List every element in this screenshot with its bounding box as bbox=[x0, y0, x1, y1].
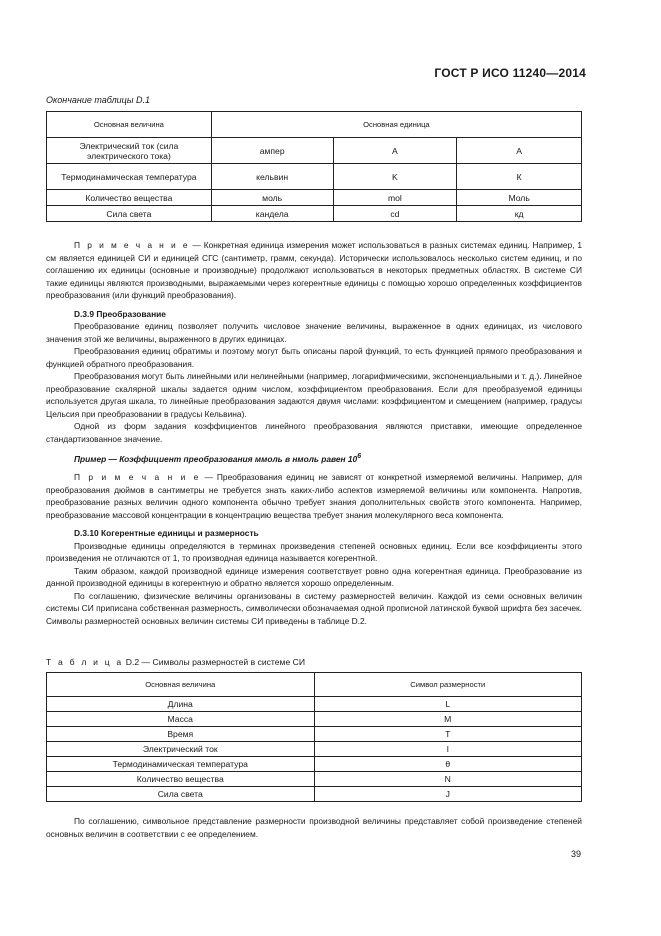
note-label: П р и м е ч а н и е bbox=[74, 240, 190, 250]
section-heading-d39: D.3.9 Преобразование bbox=[74, 308, 166, 319]
table-row bbox=[47, 742, 582, 757]
document-header: ГОСТ Р ИСО 11240—2014 bbox=[434, 66, 586, 80]
table-cell-quantity: Количество вещества bbox=[47, 772, 315, 787]
table-row bbox=[47, 757, 582, 772]
closing-text bbox=[46, 815, 582, 840]
table-cell-symbol: J bbox=[314, 787, 581, 802]
table-row bbox=[47, 164, 582, 190]
table-d2-header-quantity: Основная величина bbox=[47, 673, 315, 697]
table-d1-header-unit: Основная единица bbox=[211, 112, 581, 138]
table-cell-quantity: Масса bbox=[47, 712, 315, 727]
paragraph: Преобразование единиц позволяет получить числовое значение величины, выраженное в одних единицах, из числового значения этой же величины, выраженного в других единицах. bbox=[46, 321, 582, 344]
paragraph: Одной из форм задания коэффициентов линейного преобразования являются приставки, имеющие определенное стандартизованное значение. bbox=[46, 421, 582, 444]
example-text: Пример — Коэффициент преобразования ммоль в нмоль равен 10 bbox=[74, 453, 358, 464]
table-d2 bbox=[46, 672, 582, 802]
table-cell-unit-name: моль bbox=[211, 190, 333, 206]
table-row bbox=[47, 190, 582, 206]
note-label: П р и м е ч а н и е bbox=[74, 472, 201, 483]
table-row bbox=[47, 712, 582, 727]
table-d2-caption bbox=[46, 657, 305, 667]
table-cell-quantity: Длина bbox=[47, 697, 315, 712]
table-cell-unit-symbol-ru: кд bbox=[457, 206, 582, 222]
table-cell-quantity: Термодинамическая температура bbox=[47, 164, 212, 190]
table-cell-unit-name: ампер bbox=[211, 138, 333, 164]
table-cell-unit-symbol-ru: К bbox=[457, 164, 582, 190]
table-cell-quantity: Сила света bbox=[47, 206, 212, 222]
table-cell-unit-name: кельвин bbox=[211, 164, 333, 190]
table-cell-quantity: Электрический ток bbox=[47, 742, 315, 757]
table-cell-symbol: L bbox=[314, 697, 581, 712]
note-text: — Преобразования единиц не зависят от конкретной измеряемой величины. Например, для преобразования дюймов в сантиметры не требуется знать каких-либо аспектов измеряемой величины или компонента. Напротив, преобразование разных величин одного компонента обычно требует знания дополнительных свойств этого компонента. Например, преобразование массовой концентрации в концентрацию вещества требует знания молекулярного веса компонента. bbox=[46, 472, 583, 520]
section-heading-d310: D.3.10 Когерентные единицы и размерность bbox=[74, 528, 259, 539]
table-cell-quantity: Электрический ток (сила электрического тока) bbox=[47, 138, 212, 164]
page-number: 39 bbox=[571, 849, 582, 859]
note-paragraph bbox=[46, 471, 582, 521]
table-d1 bbox=[46, 111, 582, 222]
table-row bbox=[47, 206, 582, 222]
table-d2-caption-text: D.2 — Символы размерностей в системе СИ bbox=[123, 657, 306, 667]
table-cell-unit-symbol: cd bbox=[333, 206, 457, 222]
example-exponent: 6 bbox=[357, 453, 362, 460]
table-cell-unit-symbol-ru: Моль bbox=[457, 190, 582, 206]
paragraph: По соглашению, физические величины организованы в систему размерностей величин. Каждой из семи основных величин системы СИ приписана собственная размерность, символически обозначаемая одной прописной латинской буквой шрифта без засечек. Символы размерностей основных величин системы СИ приведены в таблице D.2. bbox=[46, 590, 582, 626]
table-row bbox=[47, 138, 582, 164]
paragraph: Таким образом, каждой производной единице измерения соответствует ровно одна когерентная единица. Преобразование из данной производной единицы в когерентную и обратно является хорошо определенным. bbox=[46, 565, 582, 589]
note-text: — Конкретная единица измерения может использоваться в разных системах единиц. Например, 1 см является единицей СИ и единицей СГС (сантиметр, грамм, секунда). Исторически использовалось несколько систем единиц, и по соглашению их единицы (основные и производные) продолжают использоваться в некоторых предметных областях. В системе СИ такие единицы являются производными, выражаемыми через когерентные единицы с помощью хорошо определенных коэффициентов преобразования (или функций преобразования). bbox=[46, 240, 582, 300]
table-row bbox=[47, 772, 582, 787]
table-d1-caption: Окончание таблицы D.1 bbox=[46, 95, 150, 105]
note-paragraph bbox=[46, 239, 582, 302]
table-cell-unit-symbol: K bbox=[333, 164, 457, 190]
table-row bbox=[47, 787, 582, 802]
table-cell-unit-symbol: mol bbox=[333, 190, 457, 206]
paragraph: Преобразования единиц обратимы и поэтому могут быть описаны парой функций, то есть функцией прямого преобразования и функцией обратного преобразования. bbox=[46, 346, 582, 369]
table-d2-caption-label: Т а б л и ц а bbox=[46, 657, 124, 667]
table-row bbox=[47, 727, 582, 742]
table-cell-symbol: θ bbox=[314, 757, 581, 772]
paragraph: Производные единицы определяются в терминах произведения степеней основных единиц. Если все коэффициенты этого произведения не отличаются от 1, то производная единица называется когерентной. bbox=[46, 540, 582, 564]
table-d1-header-quantity: Основная величина bbox=[47, 112, 212, 138]
table-cell-unit-name: кандела bbox=[211, 206, 333, 222]
table-row bbox=[47, 697, 582, 712]
table-cell-quantity: Количество вещества bbox=[47, 190, 212, 206]
body-text-upper bbox=[46, 239, 582, 627]
table-cell-unit-symbol: A bbox=[333, 138, 457, 164]
table-cell-quantity: Время bbox=[47, 727, 315, 742]
paragraph: По соглашению, символьное представление размерности производной величины представляет собой произведение степеней основных величин в соответствии с ее определением. bbox=[46, 816, 582, 839]
table-cell-unit-symbol-ru: А bbox=[457, 138, 582, 164]
paragraph: Преобразования могут быть линейными или нелинейными (например, логарифмическими, экспоненциальными и т. д.). Линейное преобразование скалярной шкалы задается одним числом, коэффициентом преобразования. Если для преобразуемой единицы используется другая шкала, то линейные преобразования задаются двумя числами: коэффициентом и смещением (например, градусы Цельсия при преобразовании в градусы Кельвина). bbox=[46, 371, 582, 419]
table-cell-symbol: I bbox=[314, 742, 581, 757]
table-cell-quantity: Сила света bbox=[47, 787, 315, 802]
table-cell-symbol: M bbox=[314, 712, 581, 727]
table-cell-quantity: Термодинамическая температура bbox=[47, 757, 315, 772]
table-cell-symbol: N bbox=[314, 772, 581, 787]
example-paragraph bbox=[46, 451, 582, 465]
table-d2-header-symbol: Символ размерности bbox=[314, 673, 581, 697]
table-cell-symbol: T bbox=[314, 727, 581, 742]
